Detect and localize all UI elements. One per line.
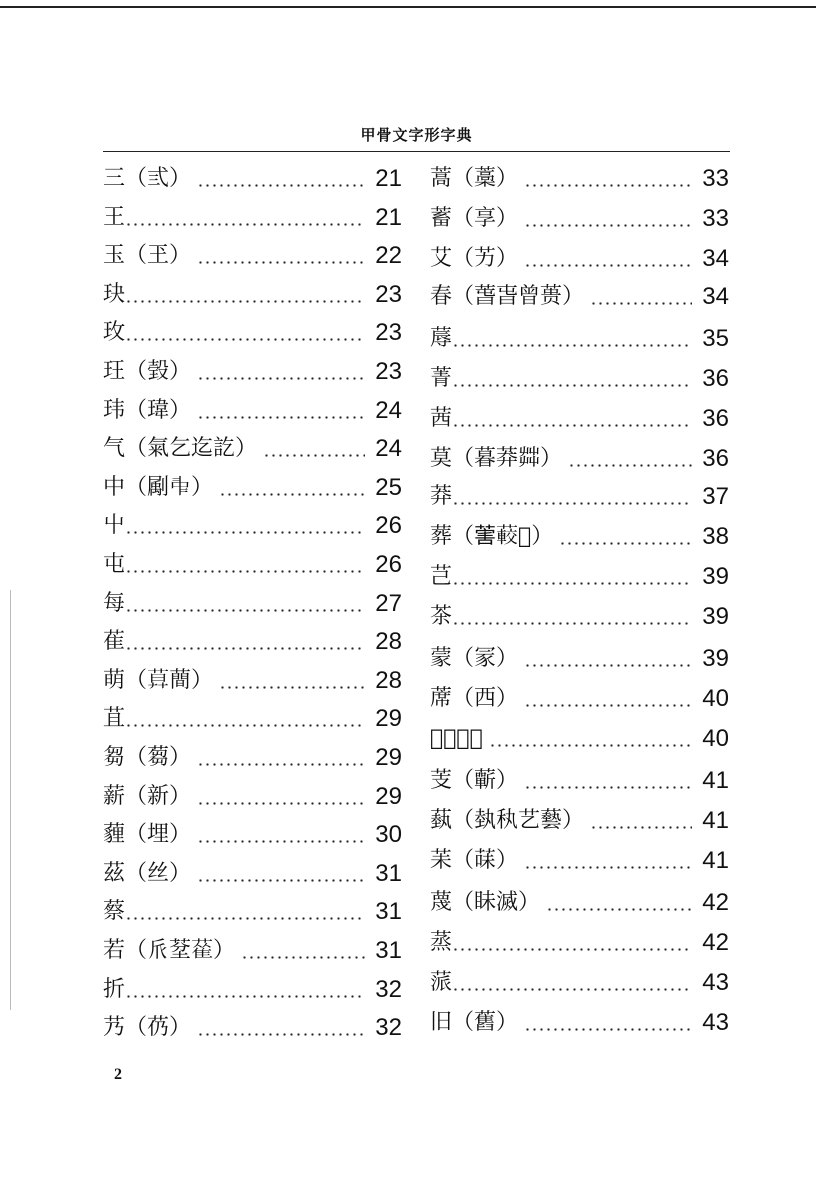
entry-term: 茲（丝） [103, 861, 192, 886]
dot-leader [125, 300, 365, 303]
entry-page-number: 34 [702, 245, 729, 272]
entry-term: 薪（新） [103, 784, 192, 809]
entry-term: 萌（𦱤蕳） [103, 668, 214, 693]
index-entry [430, 762, 729, 796]
dot-leader [524, 786, 692, 789]
entry-term: 莫（暮莽茻） [430, 446, 563, 471]
dot-leader [219, 493, 365, 496]
entry-page-number: 33 [702, 165, 729, 192]
entry-term: 芰（蘄） [430, 768, 519, 793]
entry-page-number: 32 [375, 976, 402, 1003]
entry-page-number: 28 [375, 667, 402, 694]
dot-leader [452, 384, 692, 387]
dot-leader [197, 377, 365, 380]
entry-page-number: 42 [702, 929, 729, 956]
dot-leader [263, 454, 365, 457]
entry-page-number: 32 [375, 1014, 402, 1041]
dot-leader [590, 826, 692, 829]
index-entry [430, 842, 729, 876]
index-entry [103, 816, 402, 850]
dot-leader [452, 988, 692, 991]
index-entry [103, 739, 402, 773]
index-entry [103, 237, 402, 271]
page-number: 2 [114, 1066, 122, 1083]
index-entry [430, 558, 729, 592]
index-entry [103, 469, 402, 503]
index-entry [103, 160, 402, 194]
entry-page-number: 24 [375, 397, 402, 424]
dot-leader [125, 570, 365, 573]
index-entry [430, 518, 729, 552]
dot-leader [197, 416, 365, 419]
entry-term: 折 [103, 977, 126, 1002]
dot-leader [452, 424, 692, 427]
index-entry [103, 971, 402, 1005]
index-entry [103, 700, 402, 734]
dot-leader [524, 184, 692, 187]
dot-leader [125, 724, 365, 727]
entry-term: 蒎 [430, 970, 453, 995]
index-entry [103, 1009, 402, 1043]
entry-term: 芻（蒭） [103, 745, 192, 770]
entry-term: 艿（芿） [103, 1015, 192, 1040]
entry-term: 苿（菋） [430, 848, 519, 873]
entry-term: 蔡 [103, 899, 126, 924]
index-entry [430, 360, 729, 394]
entry-page-number: 28 [375, 628, 402, 655]
index-entry [103, 623, 402, 657]
entry-term: 苴 [103, 706, 126, 731]
index-entry [103, 392, 402, 426]
entry-page-number: 39 [702, 645, 729, 672]
entry-term: 莽 [430, 484, 453, 509]
dot-leader [524, 264, 692, 267]
dot-leader [125, 531, 365, 534]
index-entry [430, 400, 729, 434]
entry-page-number: 31 [375, 898, 402, 925]
dot-leader [197, 879, 365, 882]
index-entry [103, 430, 402, 464]
binding-margin-line [10, 590, 11, 1010]
entry-term: 蓐 [430, 326, 453, 351]
entry-page-number: 42 [702, 889, 729, 916]
dot-leader [452, 622, 692, 625]
entry-term: 蒸 [430, 930, 453, 955]
dot-leader [197, 261, 365, 264]
dot-leader [559, 542, 692, 545]
index-entry [430, 720, 729, 754]
entry-page-number: 21 [375, 165, 402, 192]
entry-term: 屮 [103, 513, 126, 538]
entry-page-number: 41 [702, 767, 729, 794]
entry-page-number: 39 [702, 603, 729, 630]
entry-page-number: 31 [375, 937, 402, 964]
dot-leader [568, 464, 692, 467]
index-entry [103, 662, 402, 696]
entry-page-number: 26 [375, 512, 402, 539]
index-entry [103, 546, 402, 580]
dot-leader [219, 686, 365, 689]
entry-term: 玨（㲄） [103, 359, 192, 384]
entry-page-number: 21 [375, 204, 402, 231]
entry-page-number: 40 [702, 685, 729, 712]
index-entry [103, 353, 402, 387]
entry-page-number: 41 [702, 807, 729, 834]
entry-term: 蒙（冡） [430, 646, 519, 671]
entry-page-number: 23 [375, 358, 402, 385]
entry-term: 蒿（藁） [430, 166, 519, 191]
entry-page-number: 29 [375, 783, 402, 810]
entry-term: 王 [103, 205, 126, 230]
index-entry [430, 320, 729, 354]
entry-term: 葬（𦵯𦽨𦸿） [430, 524, 554, 549]
dot-leader [241, 956, 365, 959]
entry-page-number: 24 [375, 435, 402, 462]
dot-leader [452, 344, 692, 347]
entry-page-number: 26 [375, 551, 402, 578]
entry-page-number: 43 [702, 969, 729, 996]
index-entry [430, 802, 729, 836]
entry-term: 若（𠂢𦯀𦻃） [103, 938, 236, 963]
index-entry [430, 200, 729, 234]
entry-page-number: 33 [702, 205, 729, 232]
dot-leader [125, 995, 365, 998]
dot-leader [125, 609, 365, 612]
dot-leader [452, 948, 692, 951]
index-entry [430, 640, 729, 674]
dot-leader [590, 302, 692, 305]
entry-page-number: 39 [702, 563, 729, 590]
entry-term: 蓺（埶秇艺藝） [430, 808, 585, 833]
index-entry [103, 276, 402, 310]
dot-leader [546, 908, 692, 911]
index-entry [103, 199, 402, 233]
index-entry [103, 893, 402, 927]
entry-page-number: 27 [375, 590, 402, 617]
entry-term: 玮（瑋） [103, 398, 192, 423]
entry-page-number: 30 [375, 821, 402, 848]
entry-page-number: 40 [702, 725, 729, 752]
entry-page-number: 34 [702, 283, 729, 310]
entry-page-number: 23 [375, 281, 402, 308]
index-entry [430, 924, 729, 958]
entry-term: 茜 [430, 406, 453, 431]
index-entry [103, 932, 402, 966]
entry-page-number: 36 [702, 365, 729, 392]
index-entry [430, 278, 729, 312]
dot-leader [125, 338, 365, 341]
entry-term: 中（㔉𠁩） [103, 475, 214, 500]
entry-page-number: 25 [375, 474, 402, 501]
entry-page-number: 41 [702, 847, 729, 874]
header-rule [103, 151, 730, 152]
entry-term: 芑 [430, 564, 453, 589]
index-entry [430, 1004, 729, 1038]
entry-term: 茶 [430, 604, 453, 629]
entry-page-number: 29 [375, 705, 402, 732]
dot-leader [197, 763, 365, 766]
index-entry [430, 964, 729, 998]
index-entry [103, 855, 402, 889]
dot-leader [197, 802, 365, 805]
entry-term: 萑 [103, 629, 126, 654]
dot-leader [197, 1033, 365, 1036]
index-entry [430, 680, 729, 714]
dot-leader [524, 866, 692, 869]
entry-term: 屯 [103, 552, 126, 577]
entry-page-number: 31 [375, 860, 402, 887]
entry-term: 薶（埋） [103, 822, 192, 847]
entry-term: 艾（艻） [430, 246, 519, 271]
dot-leader [125, 647, 365, 650]
entry-term: 𧆞（𧆢） [430, 726, 483, 751]
dot-leader [524, 664, 692, 667]
entry-term: 旧（舊） [430, 1010, 519, 1035]
index-entry [430, 240, 729, 274]
dot-leader [452, 502, 692, 505]
index-entry [103, 778, 402, 812]
dot-leader [524, 1028, 692, 1031]
dot-leader [489, 744, 692, 747]
index-entry [103, 314, 402, 348]
dot-leader [125, 917, 365, 920]
dot-leader [197, 184, 365, 187]
dot-leader [125, 223, 365, 226]
index-entry [430, 440, 729, 474]
entry-term: 玫 [103, 320, 126, 345]
dot-leader [197, 840, 365, 843]
entry-page-number: 35 [702, 325, 729, 352]
entry-term: 玉（玊） [103, 243, 192, 268]
entry-term: 玦 [103, 282, 126, 307]
index-entry [430, 884, 729, 918]
entry-term: 每 [103, 591, 126, 616]
index-entry [103, 585, 402, 619]
entry-page-number: 29 [375, 744, 402, 771]
entry-page-number: 43 [702, 1009, 729, 1036]
entry-term: 蓄（享） [430, 206, 519, 231]
entry-term: 春（萅旾曾蒉） [430, 284, 585, 309]
dot-leader [524, 704, 692, 707]
entry-page-number: 22 [375, 242, 402, 269]
entry-page-number: 23 [375, 319, 402, 346]
index-entry [103, 507, 402, 541]
entry-page-number: 38 [702, 523, 729, 550]
page-header-title: 甲骨文字形字典 [360, 126, 473, 144]
dot-leader [452, 582, 692, 585]
index-entry [430, 478, 729, 512]
top-rule [0, 6, 816, 8]
entry-term: 气（氣乞迄訖） [103, 436, 258, 461]
entry-term: 蔑（眛滅） [430, 890, 541, 915]
entry-term: 三（弎） [103, 166, 192, 191]
dot-leader [524, 224, 692, 227]
index-entry [430, 598, 729, 632]
entry-term: 蓆（西） [430, 686, 519, 711]
entry-term: 菁 [430, 366, 453, 391]
entry-page-number: 36 [702, 445, 729, 472]
entry-page-number: 36 [702, 405, 729, 432]
index-entry [430, 160, 729, 194]
entry-page-number: 37 [702, 483, 729, 510]
